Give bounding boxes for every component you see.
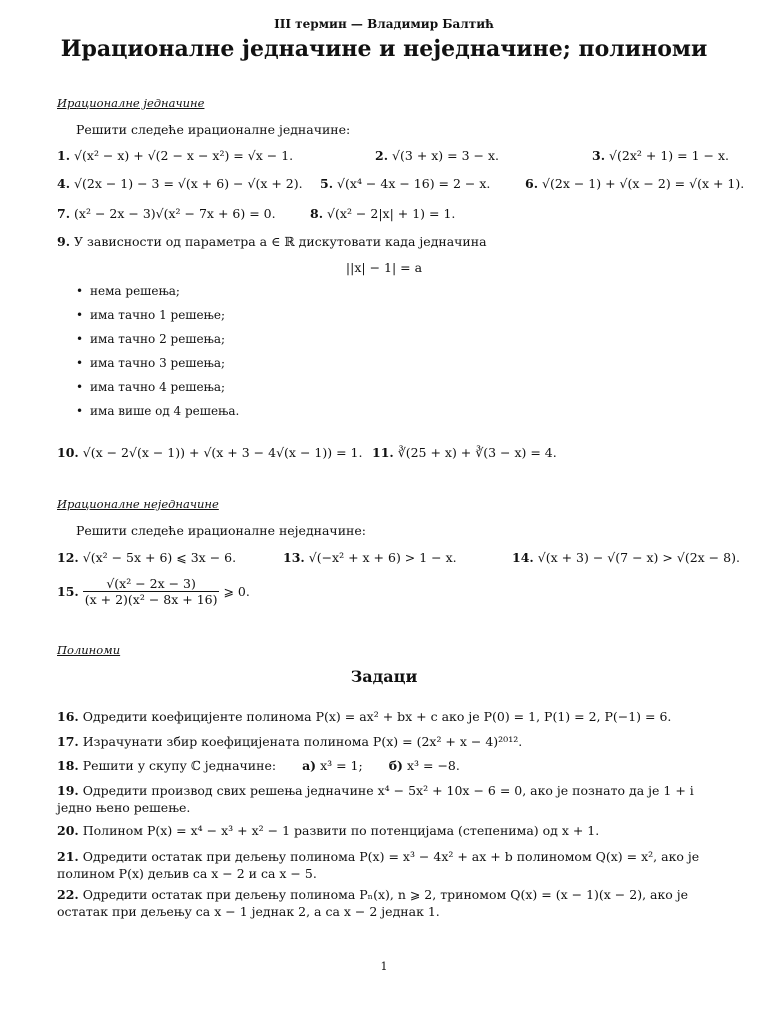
problem-3: 3. √(2x² + 1) = 1 − x. — [592, 148, 729, 163]
bullet-item: • има тачно 3 решења; — [76, 356, 226, 370]
problem-8: 8. √(x² − 2|x| + 1) = 1. — [310, 206, 456, 221]
problem-9-equation: ||x| − 1| = a — [345, 260, 423, 275]
problem-17: 17. Израчунати збир коефицијената полинома P(x) = (2x² + x − 4)²⁰¹². — [57, 734, 523, 749]
problem-14: 14. √(x + 3) − √(7 − x) > √(2x − 8). — [512, 550, 740, 565]
page-title: Ирационалне једначине и неједначине; полиноми — [60, 36, 708, 62]
problem-7: 7. (x² − 2x − 3)√(x² − 7x + 6) = 0. — [57, 206, 276, 221]
problem-5: 5. √(x⁴ − 4x − 16) = 2 − x. — [320, 176, 491, 191]
problem-22: 22. Одредити остатак при дељењу полинома Pₙ(x), n ⩾ 2, триномом Q(x) = (x − 1)(x − 2), ако је остатак при дељењу са x − 1 једнак 2, а са x − 2 једнак 1. — [57, 887, 689, 919]
problem-20: 20. Полином P(x) = x⁴ − x³ + x² − 1 развити по потенцијама (степенима) од x + 1. — [57, 823, 600, 838]
section-heading-equations: Ирационалне једначине — [57, 96, 205, 110]
bullet-item: • има тачно 2 решења; — [76, 332, 226, 346]
problem-1: 1. √(x² − x) + √(2 − x − x²) = √x − 1. — [57, 148, 294, 163]
problem-2: 2. √(3 + x) = 3 − x. — [375, 148, 500, 163]
bullet-item: • има тачно 1 решење; — [76, 308, 226, 322]
problem-13: 13. √(−x² + x + 6) > 1 − x. — [283, 550, 457, 565]
page-number: 1 — [380, 960, 388, 973]
section-heading-inequalities: Ирационалне неједначине — [57, 497, 219, 511]
problem-16: 16. Одредити коефицијенте полинома P(x) = ax² + bx + c ако је P(0) = 1, P(1) = 2, P(−1) = 6. — [57, 709, 672, 724]
bullet-item: • има тачно 4 решења; — [76, 380, 226, 394]
problem-21: 21. Одредити остатак при дељењу полинома P(x) = x³ − 4x² + ax + b полиномом Q(x) = x², ако је полином P(x) дељив са x − 2 и са x − 5. — [57, 849, 700, 881]
problem-11: 11. ∛(25 + x) + ∛(3 − x) = 4. — [372, 445, 557, 460]
bullet-item: • нема решења; — [76, 284, 180, 298]
problem-19: 19. Одредити производ свих решења једначине x⁴ − 5x² + 10x − 6 = 0, ако је познато да је 1 + i једно њено решење. — [57, 783, 694, 815]
tasks-heading: Задаци — [350, 667, 418, 686]
problem-12: 12. √(x² − 5x + 6) ⩽ 3x − 6. — [57, 550, 237, 565]
fraction: $\frac{\text{√(x² − 2x − 3)}}{\text{(x + 2)(x² − 8x + 16)}}$ — [84, 576, 218, 607]
problem-4: 4. √(2x − 1) − 3 = √(x + 6) − √(x + 2). — [57, 176, 303, 191]
problem-18: 18. Решити у скупу ℂ једначине: а) x³ = 1; б) x³ = −8. — [57, 758, 460, 773]
problem-6: 6. √(2x − 1) + √(x − 2) = √(x + 1). — [525, 176, 745, 191]
problem-10: 10. √(x − 2√(x − 1)) + √(x + 3 − 4√(x − 1)) = 1. — [57, 445, 363, 460]
problem-15: 15. $\frac{\text{√(x² − 2x − 3)}}{\text{(x + 2)(x² − 8x + 16)}}$ ⩾ 0. — [57, 576, 250, 607]
problem-9: 9. У зависности од параметра a ∈ ℝ дискутовати када једначина — [57, 234, 487, 249]
bullet-item: • има више од 4 решења. — [76, 404, 240, 418]
section-heading-polynomials: Полиноми — [57, 643, 121, 657]
intro-equations: Решити следеће ирационалне једначине: — [76, 122, 351, 137]
intro-inequalities: Решити следеће ирационалне неједначине: — [76, 523, 366, 538]
author-line: III термин — Владимир Балтић — [274, 17, 494, 31]
